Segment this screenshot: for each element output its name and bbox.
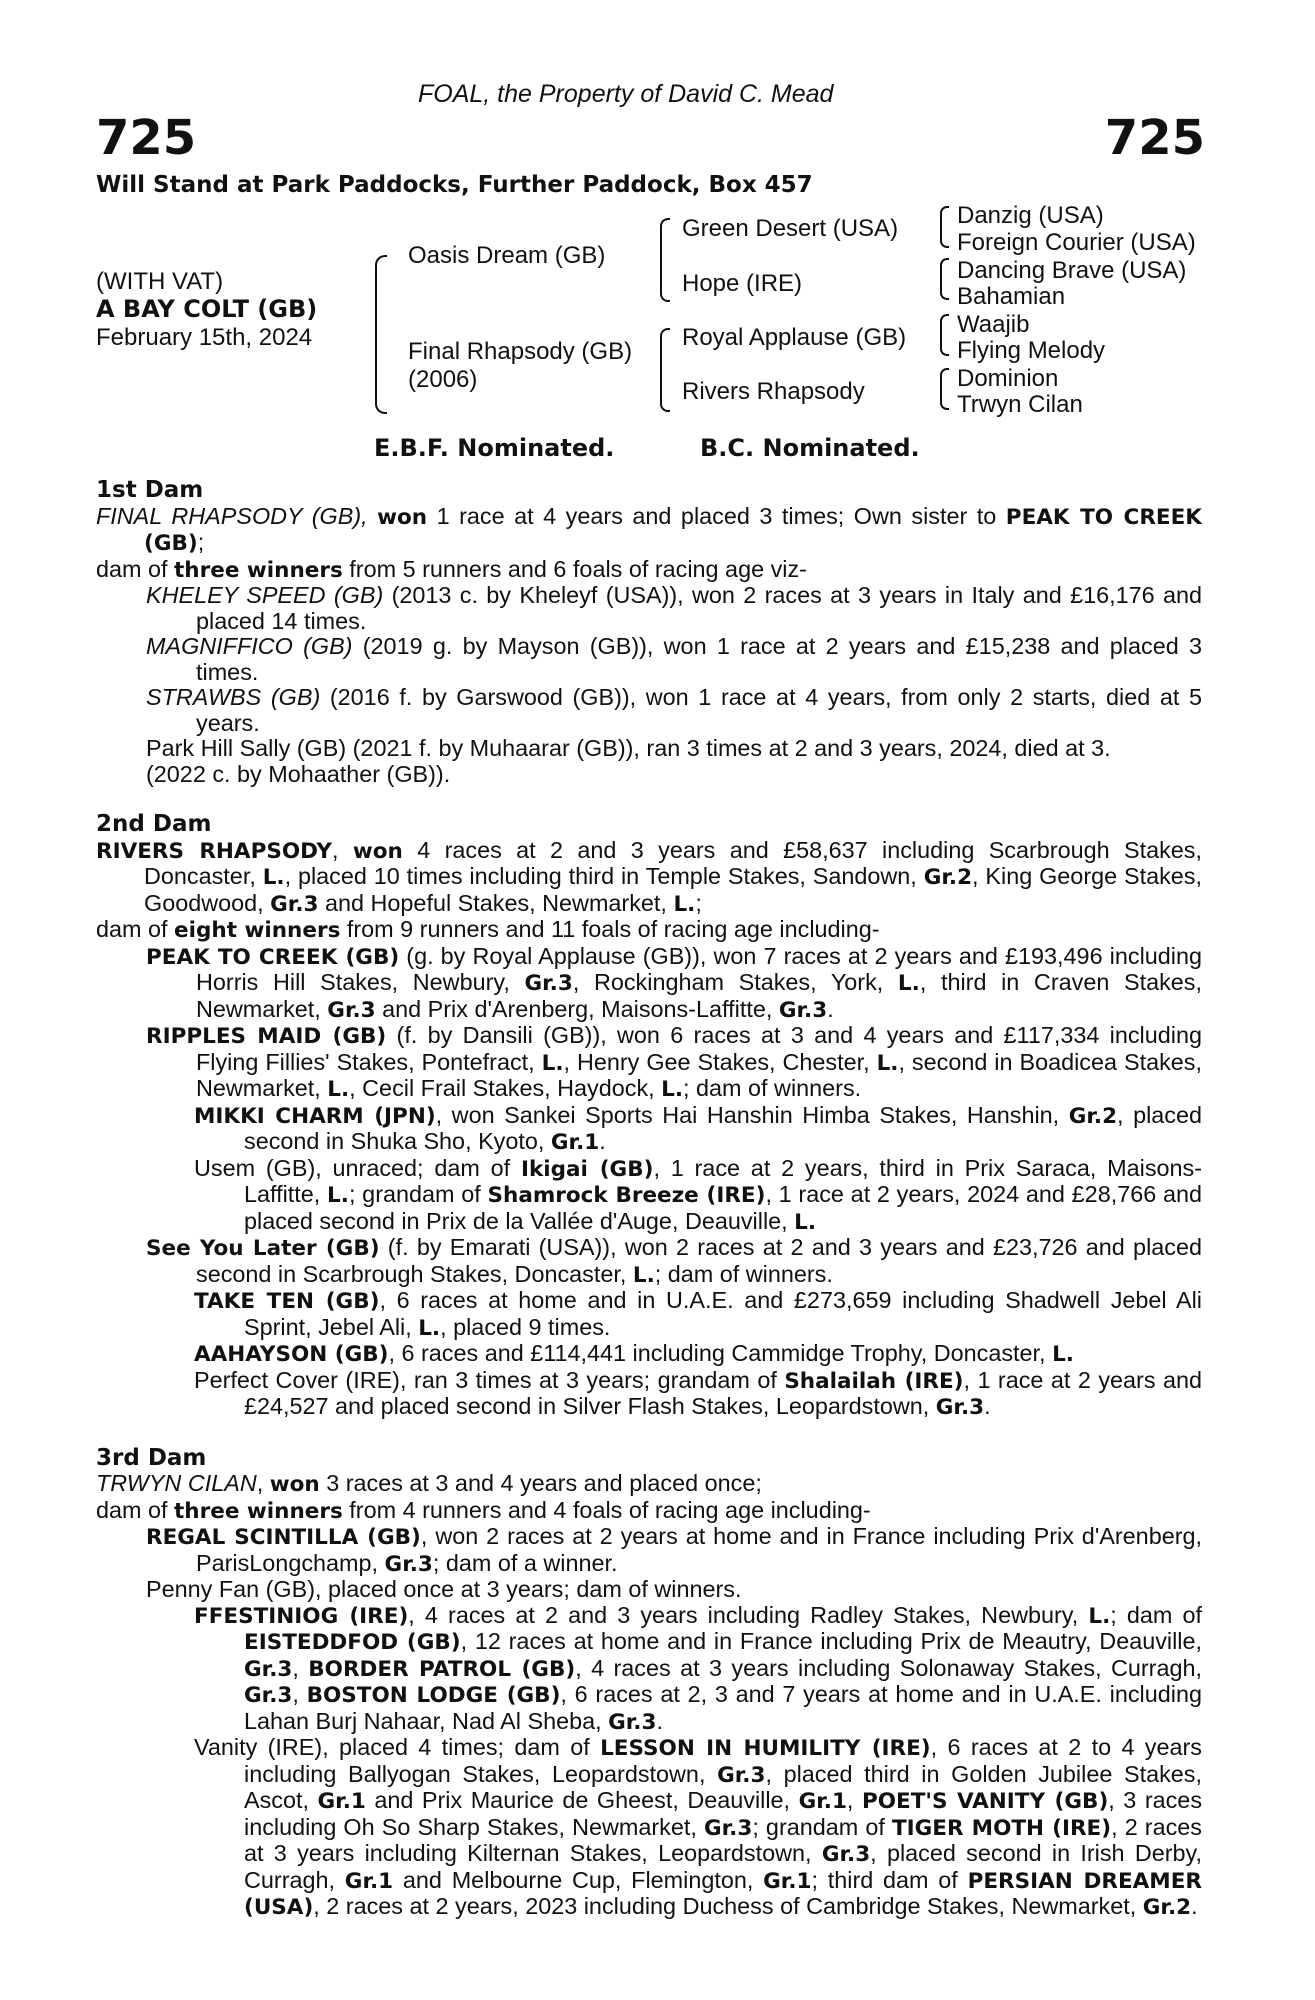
pedigree-brace-sire [660, 218, 670, 302]
produce-2022-colt: (2022 c. by Mohaather (GB)). [146, 760, 451, 787]
pedigree-g8: Trwyn Cilan [957, 391, 1083, 418]
ebf-nominated: E.B.F. Nominated. [374, 434, 615, 462]
pedigree-g4: Bahamian [957, 283, 1066, 310]
first-dam-produce-summary: dam of three winners from 5 runners and 6 foals of racing age viz- [96, 555, 807, 583]
pedigree-brace-g4 [940, 368, 949, 410]
pedigree-g5: Waajib [957, 311, 1030, 338]
lot-number-right: 725 [1104, 110, 1205, 166]
produce-mikki-charm: MIKKI CHARM (JPN), won Sankei Sports Hai Hanshin Himba Stakes, Hanshin, Gr.2, placed second in Shuka Sho, Kyoto, Gr.1. [194, 1101, 1202, 1155]
lot-number-left: 725 [96, 110, 197, 166]
pedigree-dam-sire: Royal Applause (GB) [682, 324, 907, 351]
pedigree-brace-g1 [940, 206, 949, 248]
produce-park-hill-sally: Park Hill Sally (GB) (2021 f. by Muhaarar (GB)), ran 3 times at 2 and 3 years, 2024, died at 3. [146, 735, 1111, 761]
pedigree-g2: Foreign Courier (USA) [957, 229, 1196, 256]
third-dam-heading: 3rd Dam [96, 1444, 207, 1471]
pedigree-sire-dam: Hope (IRE) [682, 270, 803, 297]
first-dam-entry: FINAL RHAPSODY (GB), won 1 race at 4 years and placed 3 times; Own sister to PEAK TO CREEK (GB); [96, 502, 1202, 556]
pedigree-g1: Danzig (USA) [957, 202, 1104, 229]
produce-perfect-cover: Perfect Cover (IRE), ran 3 times at 3 years; grandam of Shalailah (IRE), 1 race at 2 years and £24,527 and placed second in Silver Flash Stakes, Leopardstown, Gr.3. [194, 1366, 1202, 1420]
pedigree-brace-main [375, 255, 387, 414]
pedigree-dam-dam: Rivers Rhapsody [682, 378, 865, 405]
second-dam-entry: RIVERS RHAPSODY, won 4 races at 2 and 3 years and £58,637 including Scarbrough Stakes, Doncaster, L., placed 10 times including third in Temple Stakes, Sandown, Gr.2, King George Stakes, Goodwood, Gr.3 and Hopeful Stakes, Newmarket, L.; [96, 836, 1203, 917]
pedigree-g3: Dancing Brave (USA) [957, 257, 1187, 284]
vendor-line: FOAL, the Property of David C. Mead [418, 80, 834, 108]
produce-take-ten: TAKE TEN (GB), 6 races at home and in U.A.E. and £273,659 including Shadwell Jebel Ali Sprint, Jebel Ali, L., placed 9 times. [194, 1287, 1202, 1341]
produce-ripples-maid: RIPPLES MAID (GB) (f. by Dansili (GB)), won 6 races at 3 and 4 years and £117,334 including Flying Fillies' Stakes, Pontefract, L., Henry Gee Stakes, Chester, L., second in Boadicea Stakes, Newmarket, L., Cecil Frail Stakes, Haydock, L.; dam of winners. [146, 1022, 1202, 1102]
second-dam-heading: 2nd Dam [96, 811, 212, 837]
catalogue-body [96, 478, 1202, 1921]
produce-kheley-speed: KHELEY SPEED (GB) (2013 c. by Kheleyf (USA)), won 2 races at 3 years in Italy and £16,176 and placed 14 times. [146, 582, 1202, 634]
third-dam-entry: TRWYN CILAN, won 3 races at 3 and 4 years and placed once; [96, 1470, 762, 1497]
produce-see-you-later: See You Later (GB) (f. by Emarati (USA)), won 2 races at 2 and 3 years and £23,726 and placed second in Scarbrough Stakes, Doncaster, L.; dam of winners. [146, 1234, 1202, 1288]
pedigree-brace-g2 [940, 258, 949, 300]
pedigree-brace-g3 [940, 314, 949, 356]
bc-nominated: B.C. Nominated. [700, 434, 920, 462]
pedigree-g6: Flying Melody [957, 337, 1106, 364]
produce-usem: Usem (GB), unraced; dam of Ikigai (GB), 1 race at 2 years, third in Prix Saraca, Maisons-Laffitte, L.; grandam of Shamrock Breeze (IRE), 1 race at 2 years, 2024 and £28,766 and placed second in Prix de la Vallée d'Auge, Deauville, L. [194, 1154, 1203, 1235]
produce-regal-scintilla: REGAL SCINTILLA (GB), won 2 races at 2 years at home and in France including Prix d'Arenberg, ParisLongchamp, Gr.3; dam of a winner. [146, 1523, 1203, 1577]
first-dam-heading: 1st Dam [96, 477, 204, 503]
third-dam-produce-summary: dam of three winners from 4 runners and 4 foals of racing age including- [96, 1496, 871, 1524]
pedigree-brace-dam [660, 328, 670, 412]
horse-name: A BAY COLT (GB) [96, 295, 318, 323]
produce-strawbs: STRAWBS (GB) (2016 f. by Garswood (GB)), won 1 race at 4 years, from only 2 starts, died at 5 years. [146, 684, 1202, 736]
pedigree-dam-year: (2006) [408, 366, 478, 393]
produce-vanity: Vanity (IRE), placed 4 times; dam of LESSON IN HUMILITY (IRE), 6 races at 2 to 4 years including Ballyogan Stakes, Leopardstown, Gr.3, placed third in Golden Jubilee Stakes, Ascot, Gr.1 and Prix Maurice de Gheest, Deauville, Gr.1, POET'S VANITY (GB), 3 races including Oh So Sharp Stakes, Newmarket, Gr.3; grandam of TIGER MOTH (IRE), 2 races at 3 years including Kilternan Stakes, Leopardstown, Gr.3, placed second in Irish Derby, Curragh, Gr.1 and Melbourne Cup, Flemington, Gr.1; third dam of PERSIAN DREAMER (USA), 2 races at 2 years, 2023 including Duchess of Cambridge Stakes, Newmarket, Gr.2. [194, 1734, 1203, 1920]
pedigree-g7: Dominion [957, 365, 1059, 392]
stand-line: Will Stand at Park Paddocks, Further Paddock, Box 457 [96, 172, 813, 198]
second-dam-produce-summary: dam of eight winners from 9 runners and 11 foals of racing age including- [96, 916, 880, 943]
foaling-date: February 15th, 2024 [96, 324, 313, 351]
pedigree-sire-sire: Green Desert (USA) [682, 215, 899, 242]
pedigree-sire: Oasis Dream (GB) [408, 242, 606, 269]
produce-peak-to-creek: PEAK TO CREEK (GB) (g. by Royal Applause (GB)), won 7 races at 2 years and £193,496 including Horris Hill Stakes, Newbury, Gr.3, Rockingham Stakes, York, L., third in Craven Stakes, Newmarket, Gr.3 and Prix d'Arenberg, Maisons-Laffitte, Gr.3. [146, 942, 1203, 1023]
produce-penny-fan: Penny Fan (GB), placed once at 3 years; dam of winners. [146, 1576, 742, 1602]
produce-ffestiniog: FFESTINIOG (IRE), 4 races at 2 and 3 years including Radley Stakes, Newbury, L.; dam of EISTEDDFOD (GB), 12 races at home and in France including Prix de Meautry, Deauville, Gr.3, BORDER PATROL (GB), 4 races at 3 years including Solonaway Stakes, Curragh, Gr.3, BOSTON LODGE (GB), 6 races at 2, 3 and 7 years at home and in U.A.E. including Lahan Burj Nahaar, Nad Al Sheba, Gr.3. [194, 1601, 1203, 1735]
vat-label: (WITH VAT) [96, 268, 224, 295]
produce-magniffico: MAGNIFFICO (GB) (2019 g. by Mayson (GB)), won 1 race at 2 years and £15,238 and placed 3 times. [146, 633, 1202, 685]
produce-aahayson: AAHAYSON (GB), 6 races and £114,441 including Cammidge Trophy, Doncaster, L. [194, 1340, 1074, 1367]
pedigree-dam: Final Rhapsody (GB) [408, 338, 633, 365]
